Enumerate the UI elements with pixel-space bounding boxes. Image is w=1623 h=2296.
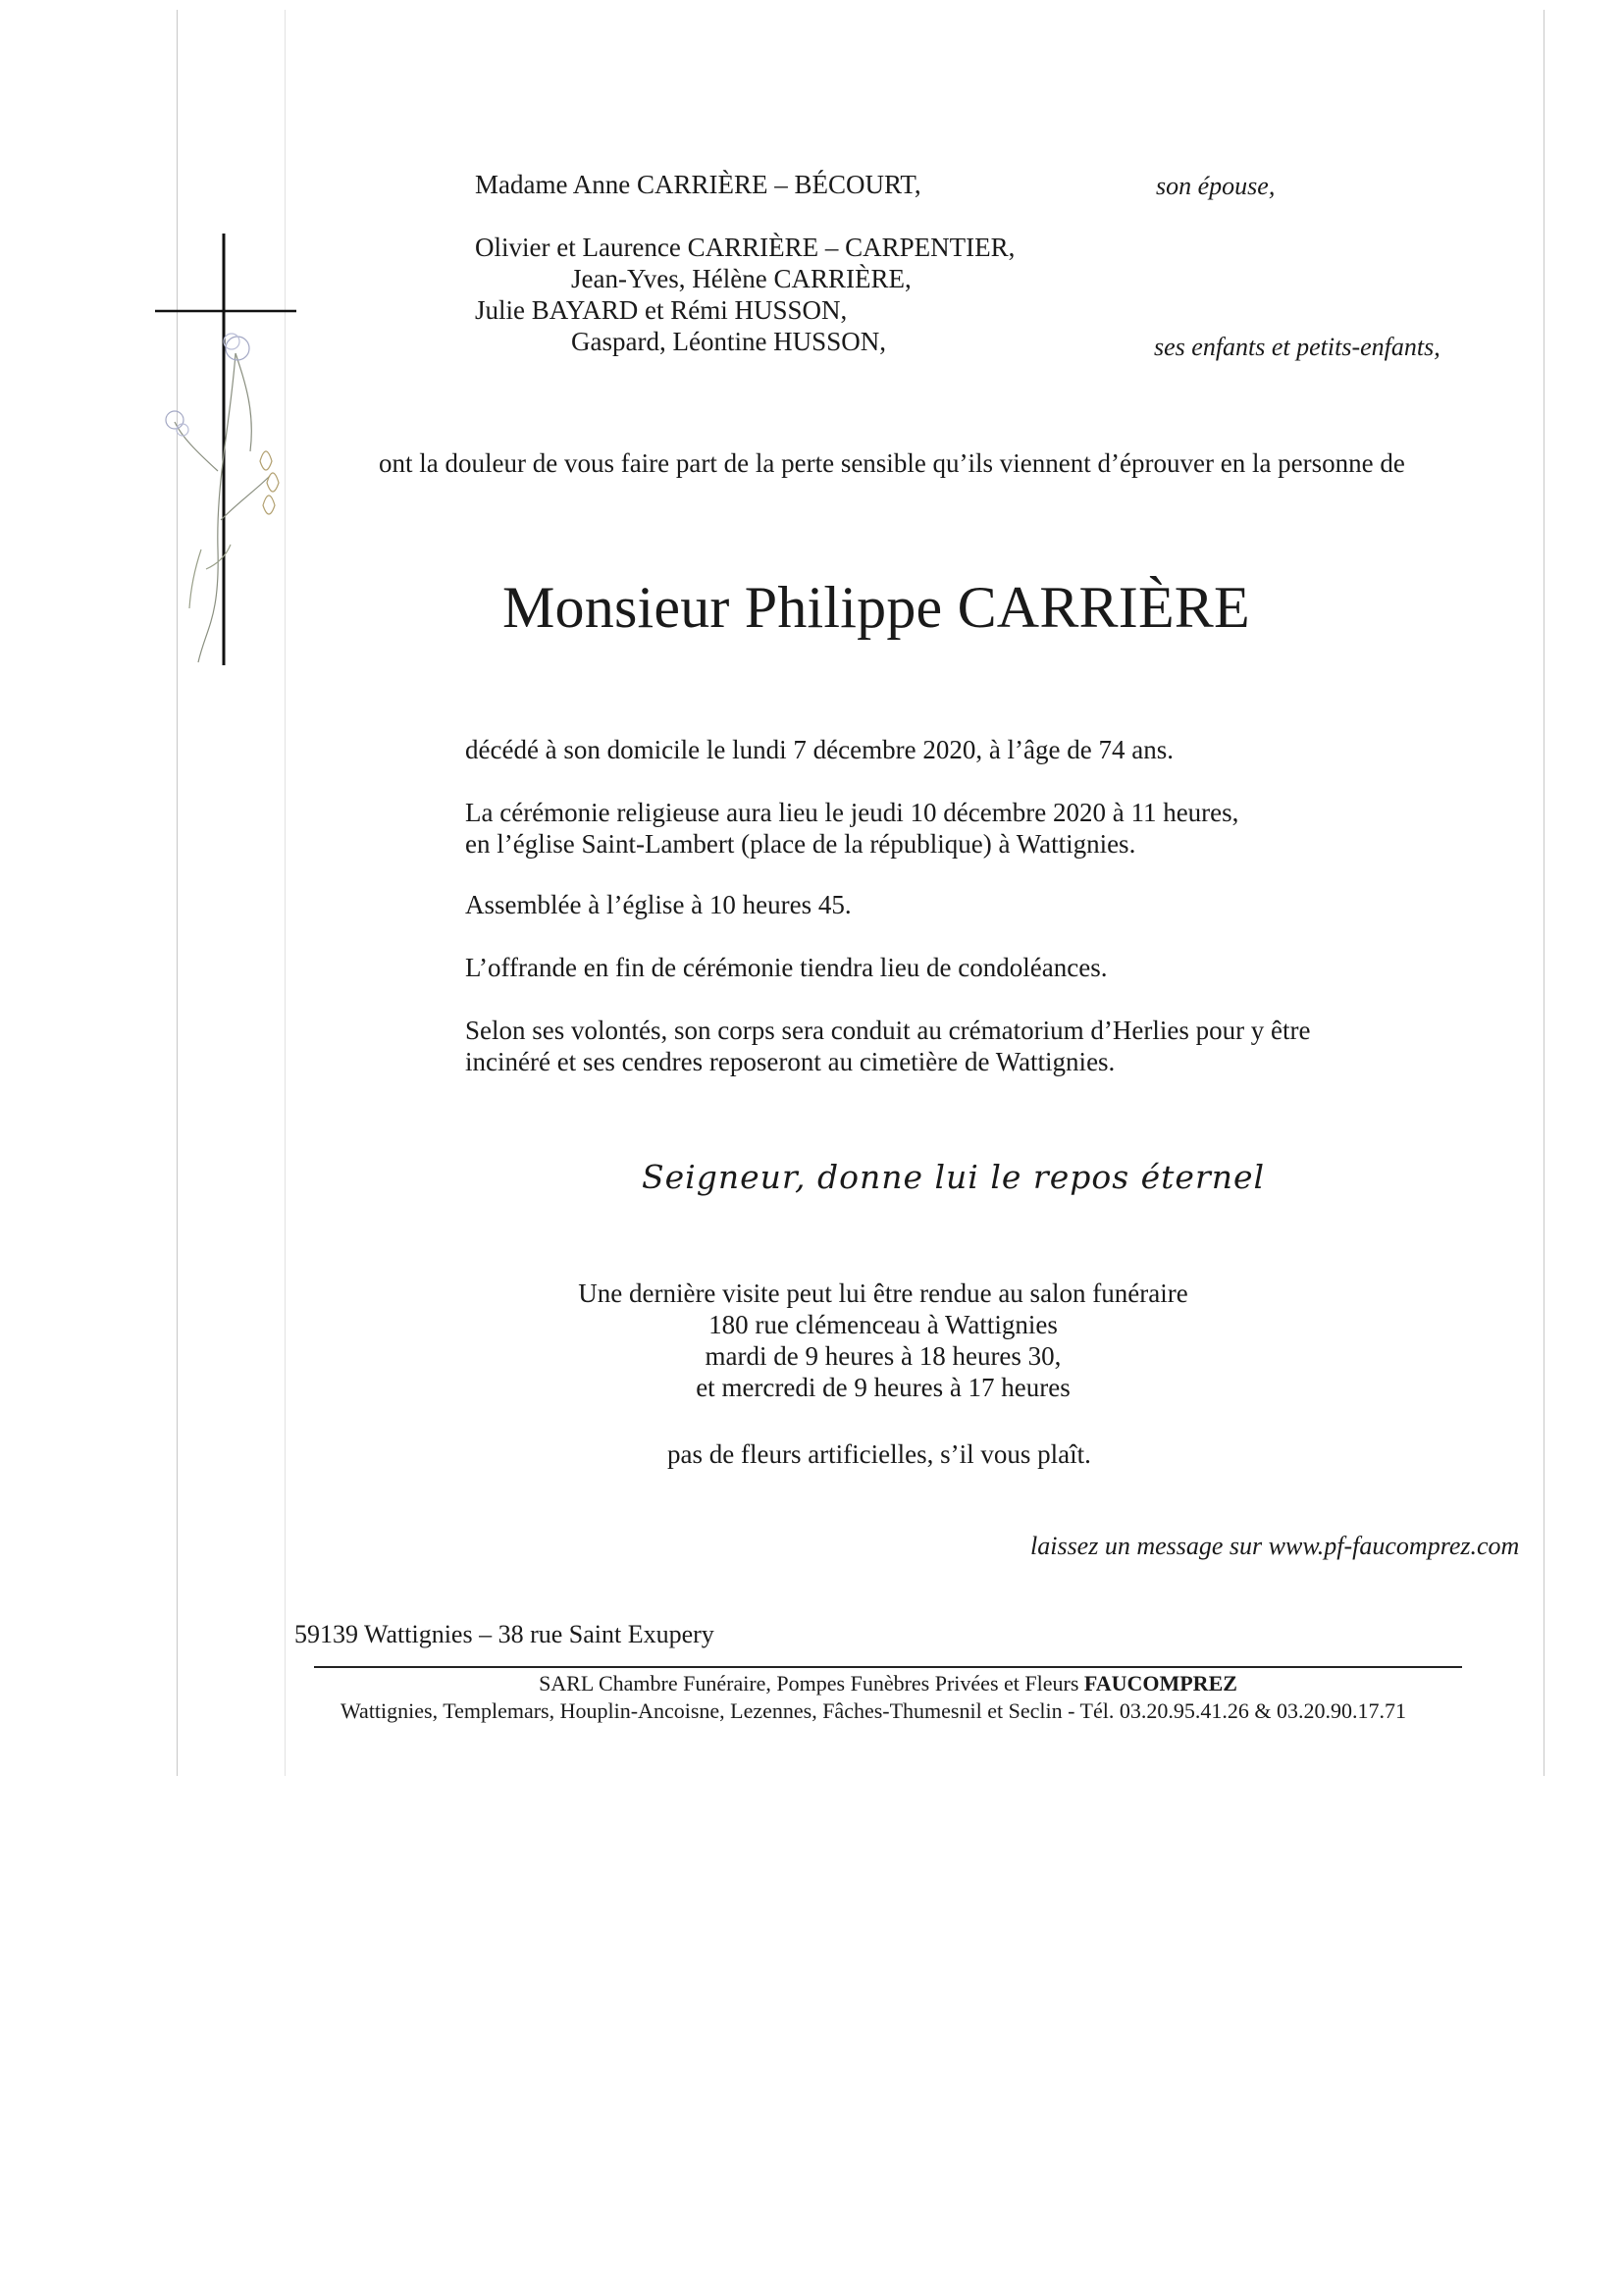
prayer-line: Seigneur, donne lui le repos éternel: [642, 1158, 1266, 1196]
offering-notice: L’offrande en fin de cérémonie tiendra lieu de condoléances.: [465, 953, 1108, 982]
address: 59139 Wattignies – 38 rue Saint Exupery: [294, 1620, 714, 1648]
family-children-line-4: Gaspard, Léontine HUSSON,: [571, 327, 886, 356]
footer-brand: FAUCOMPREZ: [1083, 1671, 1237, 1696]
visit-block: [530, 1278, 1236, 1403]
cross-flower-illustration: [147, 226, 304, 677]
footer-company: SARL Chambre Funéraire, Pompes Funèbres Privées et Fleurs: [539, 1671, 1084, 1696]
children-role: ses enfants et petits-enfants,: [1154, 333, 1440, 361]
cross-icon: [155, 234, 296, 665]
visit-line-3: mardi de 9 heures à 18 heures 30,: [705, 1341, 1062, 1371]
deceased-name: Monsieur Philippe CARRIÈRE: [502, 575, 1250, 640]
spouse-role: son épouse,: [1156, 172, 1276, 200]
footer-line-2: Wattignies, Templemars, Houplin-Ancoisne, Lezennes, Fâches-Thumesnil et Seclin - Tél. 03.20.95.41.26 & 03.20.90.17.71: [340, 1698, 1406, 1723]
flowers-notice: pas de fleurs artificielles, s’il vous plaît.: [667, 1439, 1091, 1469]
death-notice: décédé à son domicile le lundi 7 décembre 2020, à l’âge de 74 ans.: [465, 735, 1174, 764]
wishes-line-2: incinéré et ses cendres reposeront au cimetière de Wattignies.: [465, 1047, 1116, 1076]
ceremony-line-1: La cérémonie religieuse aura lieu le jeudi 10 décembre 2020 à 11 heures,: [465, 798, 1239, 827]
footer-line-1: [314, 1670, 1462, 1697]
assembly-notice: Assemblée à l’église à 10 heures 45.: [465, 890, 852, 919]
family-children-line-1: Olivier et Laurence CARRIÈRE – CARPENTIER,: [475, 233, 1016, 262]
ceremony-line-2: en l’église Saint-Lambert (place de la république) à Wattignies.: [465, 829, 1136, 859]
message-link[interactable]: laissez un message sur www.pf-faucomprez.com: [1030, 1532, 1520, 1560]
family-children-line-3: Julie BAYARD et Rémi HUSSON,: [475, 295, 848, 325]
visit-line-4: et mercredi de 9 heures à 17 heures: [696, 1373, 1071, 1402]
spouse-name: Madame Anne CARRIÈRE – BÉCOURT,: [475, 170, 921, 199]
footer-divider: [314, 1666, 1462, 1668]
family-children-line-2: Jean-Yves, Hélène CARRIÈRE,: [571, 264, 912, 293]
visit-line-2: 180 rue clémenceau à Wattignies: [708, 1310, 1058, 1339]
visit-line-1: Une dernière visite peut lui être rendue au salon funéraire: [578, 1278, 1188, 1308]
wishes-line-1: Selon ses volontés, son corps sera conduit au crématorium d’Herlies pour y être: [465, 1016, 1311, 1045]
announcement-intro: ont la douleur de vous faire part de la perte sensible qu’ils viennent d’éprouver en la personne de: [379, 448, 1405, 478]
